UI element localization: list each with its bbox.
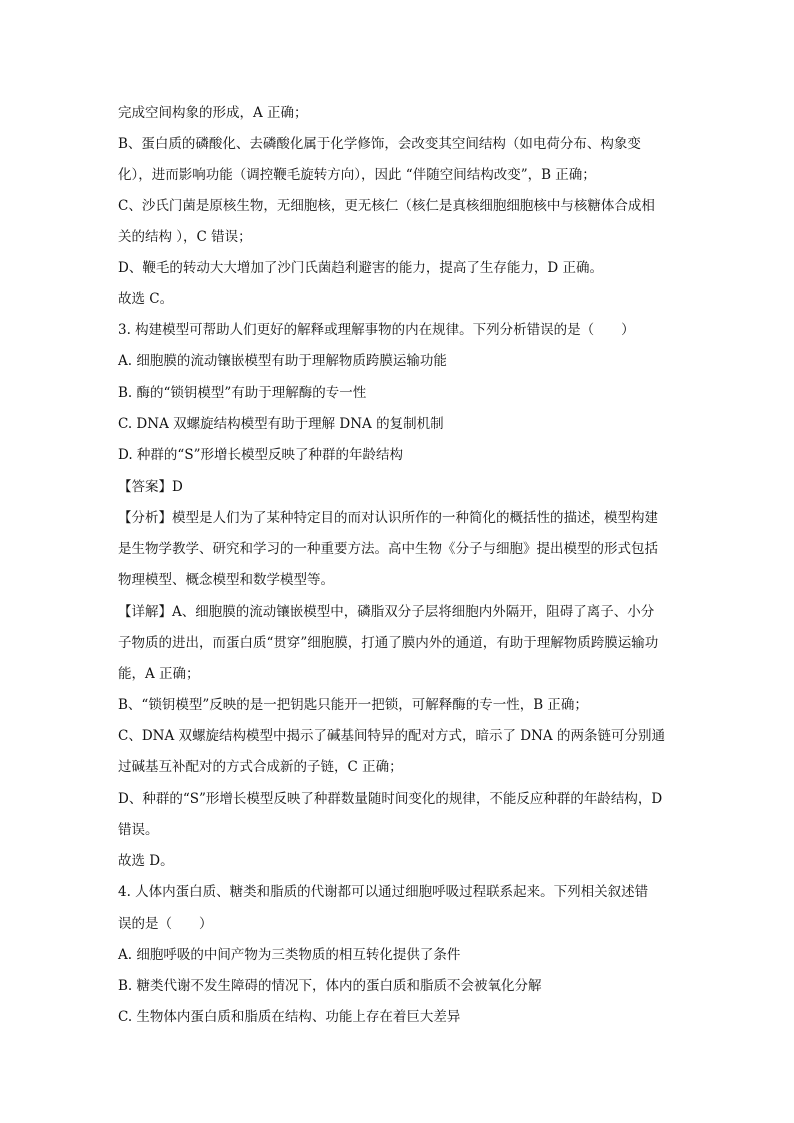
question-4-stem-cont: 误的是（ ） bbox=[118, 916, 213, 932]
question-3-stem: 3. 构建模型可帮助人们更好的解释或理解事物的内在规律。下列分析错误的是（ ） bbox=[118, 322, 635, 338]
text-line: B、蛋白质的磷酸化、去磷酸化属于化学修饰，会改变其空间结构（如电荷分布、构象变 bbox=[118, 136, 641, 152]
analysis-line: 【分析】模型是人们为了某种特定目的而对认识所作的一种简化的概括性的描述，模型构建 bbox=[118, 510, 658, 526]
text-line: 故选 D。 bbox=[118, 853, 174, 869]
question-3-option-a: A. 细胞膜的流动镶嵌模型有助于理解物质跨膜运输功能 bbox=[118, 353, 447, 369]
question-4-option-a: A. 细胞呼吸的中间产物为三类物质的相互转化提供了条件 bbox=[118, 947, 461, 963]
text-line: 物理模型、概念模型和数学模型等。 bbox=[118, 572, 334, 588]
answer-line: 【答案】D bbox=[118, 479, 183, 495]
question-3-option-b: B. 酶的“锁钥模型”有助于理解酶的专一性 bbox=[118, 385, 367, 401]
question-3-option-d: D. 种群的“S”形增长模型反映了种群的年龄结构 bbox=[118, 447, 403, 463]
text-line: C、沙氏门菌是原核生物，无细胞核，更无核仁（核仁是真核细胞细胞核中与核糖体合成相 bbox=[118, 198, 655, 214]
explanation-line: 【详解】A、细胞膜的流动镶嵌模型中，磷脂双分子层将细胞内外隔开，阻碍了离子、小分 bbox=[118, 604, 655, 620]
text-line: 完成空间构象的形成，A 正确； bbox=[118, 105, 308, 121]
text-line: 故选 C。 bbox=[118, 291, 174, 307]
question-3-option-c: C. DNA 双螺旋结构模型有助于理解 DNA 的复制机制 bbox=[118, 416, 444, 432]
text-line: 化），进而影响功能（调控鞭毛旋转方向），因此 “伴随空间结构改变”，B 正确； bbox=[118, 167, 596, 183]
text-line: 子物质的进出，而蛋白质“贯穿”细胞膜，打通了膜内外的通道，有助于理解物质跨膜运输功 bbox=[118, 635, 659, 651]
text-line: C、DNA 双螺旋结构模型中揭示了碱基间特异的配对方式，暗示了 DNA 的两条链可分别通 bbox=[118, 728, 665, 744]
text-line: 过碱基互补配对的方式合成新的子链，C 正确； bbox=[118, 759, 403, 775]
question-4-stem: 4. 人体内蛋白质、糖类和脂质的代谢都可以通过细胞呼吸过程联系起来。下列相关叙述错 bbox=[118, 884, 649, 900]
text-line: 是生物学教学、研究和学习的一种重要方法。高中生物《分子与细胞》提出模型的形式包括 bbox=[118, 541, 658, 557]
question-4-option-c: C. 生物体内蛋白质和脂质在结构、功能上存在着巨大差异 bbox=[118, 1009, 461, 1025]
question-4-option-b: B. 糖类代谢不发生障碍的情况下，体内的蛋白质和脂质不会被氧化分解 bbox=[118, 978, 542, 994]
text-line: B、“锁钥模型”反映的是一把钥匙只能开一把锁，可解释酶的专一性，B 正确； bbox=[118, 697, 588, 713]
text-line: D、种群的“S”形增长模型反映了种群数量随时间变化的规律，不能反应种群的年龄结构，D bbox=[118, 791, 663, 807]
text-line: D、鞭毛的转动大大增加了沙门氏菌趋利避害的能力，提高了生存能力，D 正确。 bbox=[118, 260, 603, 276]
text-line: 关的结构 ），C 错误； bbox=[118, 229, 252, 245]
text-line: 能，A 正确； bbox=[118, 666, 200, 682]
text-line: 错误。 bbox=[118, 822, 159, 838]
